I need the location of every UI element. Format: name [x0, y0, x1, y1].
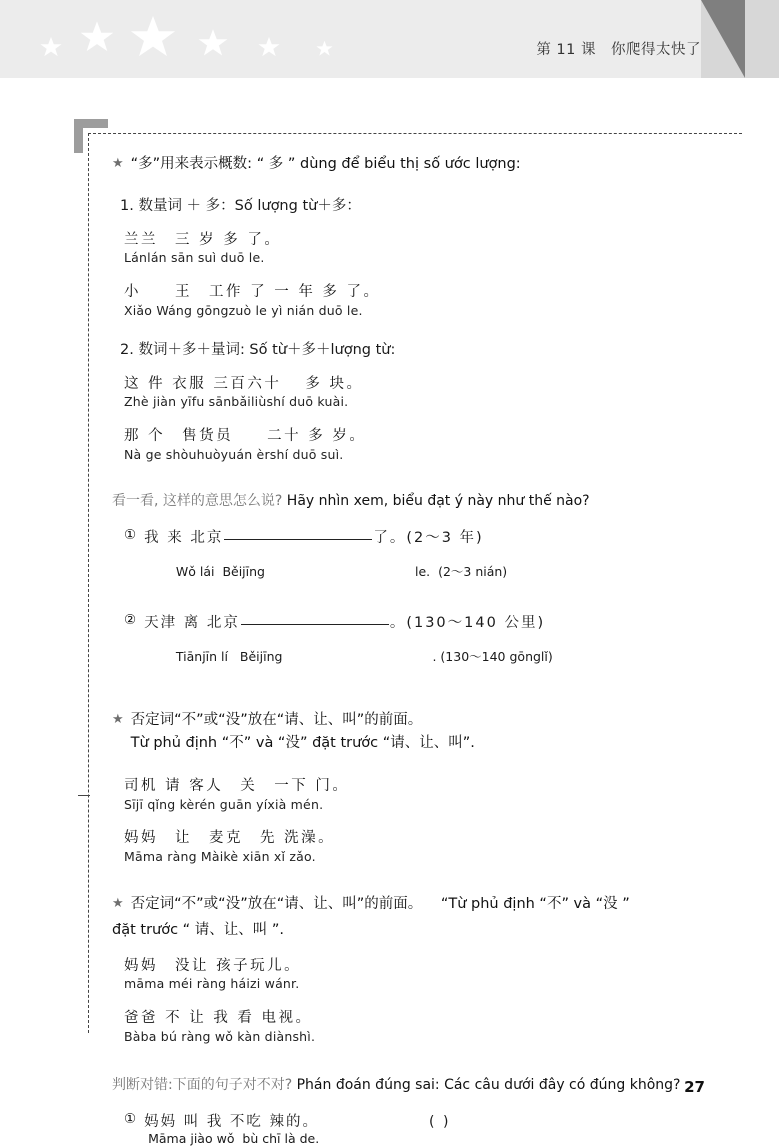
- item-number: ①: [124, 526, 137, 543]
- example-hanzi: 妈妈 没让 孩子玩儿。: [124, 957, 302, 974]
- example-hanzi: 那 个 售货员 二十 多 岁。: [124, 428, 367, 445]
- lesson-title: 第 11 课 你爬得太快了: [536, 42, 701, 58]
- example-pinyin: Lánlán sān suì duō le.: [124, 250, 265, 266]
- fill-in-blank[interactable]: [224, 539, 372, 540]
- example-pinyin: Bàba bú ràng wǒ kàn diànshì.: [124, 1028, 316, 1044]
- item-pinyin-after: le. (2～3 nián): [414, 563, 508, 579]
- item-pinyin-before: Wǒ lái Běijīng: [175, 563, 265, 579]
- item-hanzi-before: 天津 离 北京: [144, 614, 240, 631]
- page-content: [112, 150, 742, 1146]
- subsection-label-1: 1. 数量词 ＋ 多：Số lượng từ＋多：: [120, 197, 361, 214]
- example-sentence: [124, 1009, 742, 1045]
- practice-1-prompt-cn: 看一看, 这样的意思怎么说?: [112, 492, 283, 509]
- item-hanzi-before: 我 来 北京: [144, 529, 224, 546]
- star-bullet-icon: ★: [112, 894, 124, 910]
- header-star-decoration: [22, 14, 382, 66]
- page-header-band: [0, 0, 779, 78]
- grammar-rule-duo: [112, 154, 742, 464]
- practice-1-prompt-vi: Hãy nhìn xem, biểu đạt ý này như thế nào?: [286, 492, 590, 509]
- star-icon: [198, 28, 228, 58]
- rule-heading-vi: “ 多 ” dùng để biểu thị số ước lượng:: [256, 156, 521, 172]
- practice-2-prompt-cn: 判断对错:下面的句子对不对?: [112, 1076, 293, 1093]
- item-pinyin-after: . (130～140 gōnglǐ): [432, 648, 553, 664]
- practice-1-prompt: [112, 490, 742, 510]
- example-pinyin: māma méi ràng háizi wánr.: [124, 976, 300, 992]
- practice-item: [124, 611, 742, 680]
- item-pinyin-before: Tiānjīn lí Běijīng: [175, 648, 283, 664]
- item-number: ①: [124, 1110, 137, 1127]
- example-sentence: [124, 427, 742, 463]
- example-hanzi: 小 王 工作 了 一 年 多 了。: [124, 284, 381, 301]
- star-icon: [258, 36, 280, 58]
- fill-in-blank[interactable]: [241, 624, 389, 625]
- example-hanzi: 兰兰 三 岁 多 了。: [124, 231, 282, 248]
- star-icon: [40, 36, 62, 58]
- header-corner-wedge: [701, 0, 779, 78]
- item-hanzi: 妈妈 叫 我 不吃 辣的。: [144, 1113, 320, 1130]
- example-pinyin: Zhè jiàn yīfu sānbǎiliùshí duō kuài.: [124, 394, 349, 410]
- subsection-label-2: 2. 数词＋多＋量词: Số từ＋多＋lượng từ:: [120, 341, 396, 358]
- rule-heading-cn: 否定词“不”或“没”放在“请、让、叫”的前面。: [130, 711, 423, 728]
- dashed-border-left: [88, 133, 89, 1033]
- practice-item: [124, 1110, 742, 1146]
- example-pinyin: Māma ràng Màikè xiān xǐ zǎo.: [124, 849, 316, 864]
- item-number: ②: [124, 611, 137, 628]
- example-hanzi: 爸爸 不 让 我 看 电视。: [124, 1010, 313, 1027]
- example-hanzi: 妈妈 让 麦克 先 洗澡。: [124, 830, 336, 847]
- rule-heading-cn: 否定词“不”或“没”放在“请、让、叫”的前面。: [130, 895, 423, 912]
- item-pinyin: Māma jiào wǒ bù chī là de.: [148, 1130, 320, 1146]
- answer-box[interactable]: ( ): [429, 1113, 451, 1130]
- practice-item: [124, 526, 742, 595]
- example-hanzi: 这 件 衣服 三百六十 多 块。: [124, 375, 364, 392]
- example-hanzi: 司机 请 客人 关 一下 门。: [124, 778, 350, 794]
- item-hanzi-after: 。(130～140 公里): [389, 614, 546, 631]
- example-pinyin: Sījī qǐng kèrén guān yíxià mén.: [124, 796, 324, 812]
- rule-heading-vi-part1: “Từ phủ định “不” và “没 ”: [440, 895, 630, 912]
- dashed-border-top: [88, 133, 742, 134]
- practice-2-prompt: [112, 1074, 742, 1094]
- page-number: 27: [684, 1078, 705, 1096]
- corner-bracket-decoration: [74, 119, 108, 153]
- example-sentence: [124, 957, 742, 993]
- example-sentence: [124, 231, 742, 267]
- rule-heading-vi-part2: đặt trước “ 请、让、叫 ”.: [112, 921, 285, 938]
- grammar-rule-negation-a: [112, 710, 742, 866]
- example-pinyin: Xiǎo Wáng gōngzuò le yì nián duō le.: [124, 302, 363, 318]
- example-sentence: [124, 777, 742, 813]
- practice-2-prompt-vi: Phán đoán đúng sai: Các câu dưới đây có đúng không?: [296, 1076, 681, 1093]
- star-icon: [316, 40, 333, 57]
- margin-tick-mark: [78, 795, 90, 796]
- item-hanzi-after: 了。(2～3 年): [373, 529, 484, 546]
- rule-heading-cn: “多”用来表示概数:: [130, 156, 253, 172]
- grammar-rule-negation-b: [112, 894, 742, 1046]
- example-sentence: [124, 829, 742, 865]
- star-bullet-icon: ★: [112, 710, 124, 726]
- example-sentence: [124, 375, 742, 411]
- star-icon: [130, 14, 176, 60]
- example-pinyin: Nà ge shòuhuòyuán èrshí duō suì.: [124, 446, 344, 462]
- star-icon: [80, 20, 114, 54]
- star-bullet-icon: ★: [112, 155, 124, 170]
- rule-heading-vi: Từ phủ định “不” và “没” đặt trước “请、让、叫”.: [130, 735, 475, 752]
- example-sentence: [124, 283, 742, 319]
